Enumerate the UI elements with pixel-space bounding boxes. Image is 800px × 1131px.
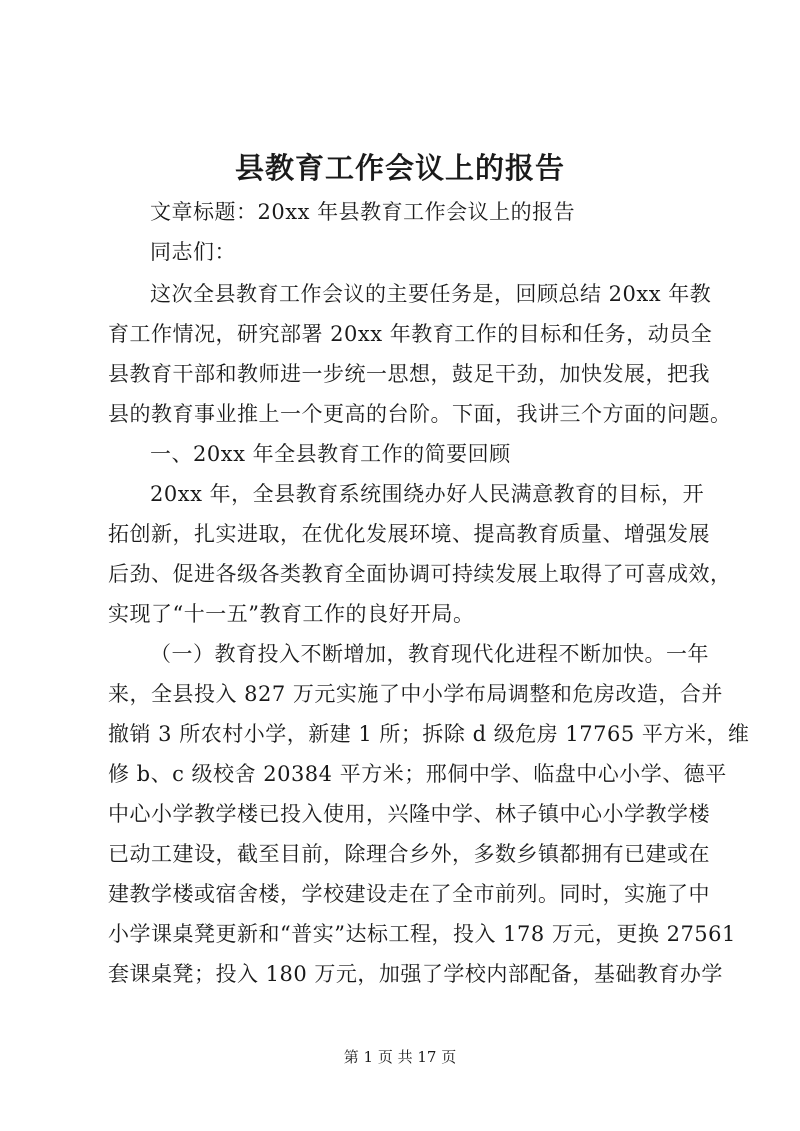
paragraph-line: 拓创新，扎实进取，在优化发展环境、提高教育质量、增强发展 <box>108 522 710 546</box>
paragraph-line: 中心小学教学楼已投入使用，兴隆中学、林子镇中心小学教学楼 <box>108 802 710 826</box>
salutation-line: 同志们： <box>150 240 236 264</box>
paragraph-line: 县的教育事业推上一个更高的台阶。下面，我讲三个方面的问题。 <box>108 402 732 426</box>
paragraph-line: 这次全县教育工作会议的主要任务是，回顾总结 20xx 年教 <box>150 282 712 306</box>
paragraph-line: 后劲、促进各级各类教育全面协调可持续发展上取得了可喜成效， <box>108 562 732 586</box>
document-title: 县教育工作会议上的报告 <box>234 151 565 185</box>
page-number-footer: 第 1 页 共 17 页 <box>343 1048 457 1066</box>
paragraph-line: 修 b、c 级校舍 20384 平方米；邢侗中学、临盘中心小学、德平 <box>108 762 727 786</box>
paragraph-line: 已动工建设，截至目前，除理合乡外，多数乡镇都拥有已建或在 <box>108 842 710 866</box>
paragraph-line: 建教学楼或宿舍楼，学校建设走在了全市前列。同时，实施了中 <box>108 882 710 906</box>
paragraph-line: 县教育干部和教师进一步统一思想，鼓足干劲，加快发展，把我 <box>108 362 710 386</box>
paragraph-line: 实现了“十一五”教育工作的良好开局。 <box>108 602 475 626</box>
paragraph-line: 育工作情况，研究部署 20xx 年教育工作的目标和任务，动员全 <box>108 322 713 346</box>
paragraph-line: （一）教育投入不断增加，教育现代化进程不断加快。一年 <box>150 642 709 666</box>
paragraph-line: 小学课桌凳更新和“普实”达标工程，投入 178 万元，更换 27561 <box>108 922 736 946</box>
paragraph-line: 来，全县投入 827 万元实施了中小学布局调整和危房改造，合并 <box>108 682 723 706</box>
article-title-line: 文章标题：20xx 年县教育工作会议上的报告 <box>150 200 576 224</box>
paragraph-line: 套课桌凳；投入 180 万元，加强了学校内部配备，基础教育办学 <box>108 962 723 986</box>
paragraph-line: 20xx 年，全县教育系统围绕办好人民满意教育的目标，开 <box>150 482 705 506</box>
section-heading: 一、20xx 年全县教育工作的简要回顾 <box>150 442 511 466</box>
paragraph-line: 撤销 3 所农村小学，新建 1 所；拆除 d 级危房 17765 平方米，维 <box>108 722 750 746</box>
